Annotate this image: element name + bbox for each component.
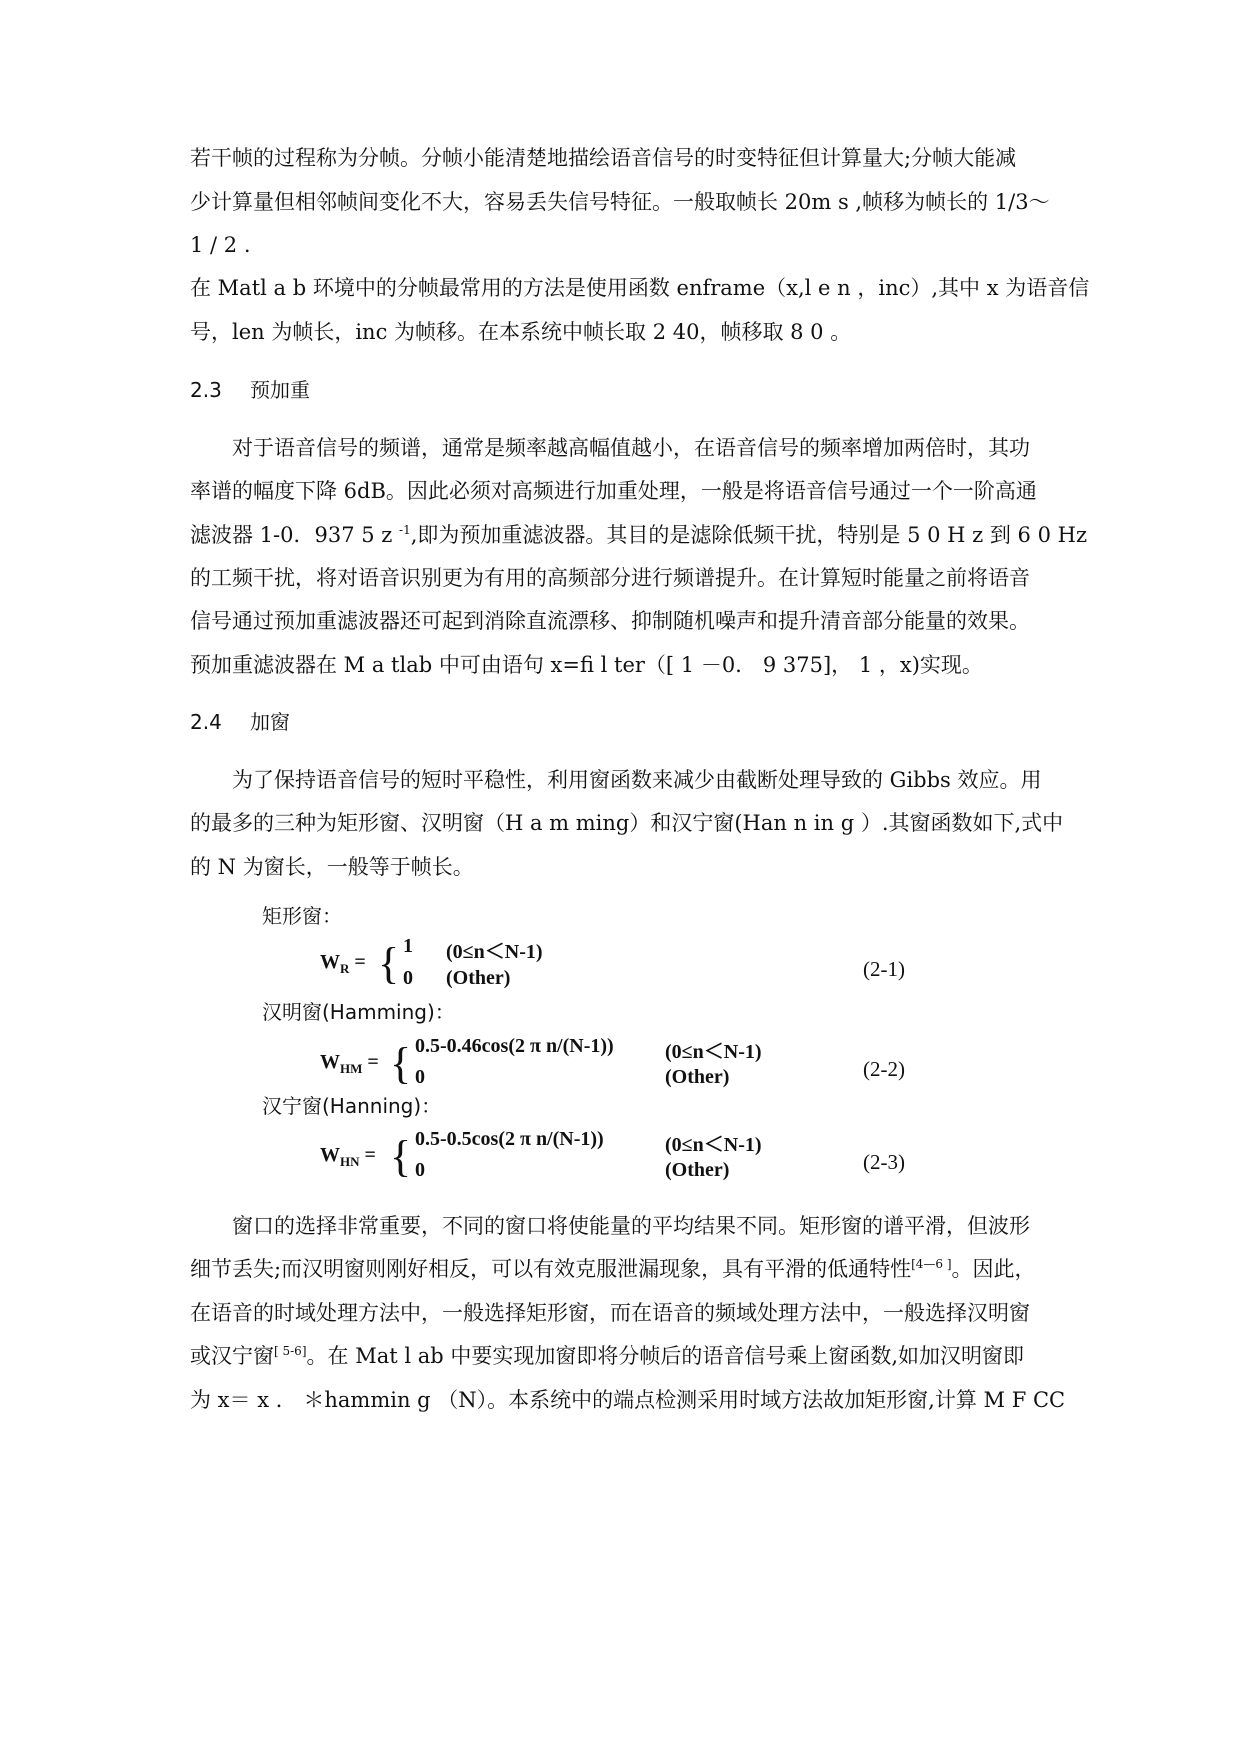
body-text-line: 在 Matl a b 环境中的分帧最常用的方法是使用函数 enframe（x,l e n ，inc）,其中 x 为语音信	[190, 276, 1090, 300]
text-segment: 或汉宁窗	[190, 1344, 274, 1368]
section-number: 2.3	[190, 378, 222, 402]
equation-number: (2-3)	[863, 1150, 905, 1174]
body-text-line: 的 N 为窗长，一般等于帧长。	[190, 855, 474, 879]
formula-lhs: $W_{HN}$ =	[320, 1144, 376, 1169]
case-condition: (Other)	[446, 967, 511, 989]
case-value: 0	[415, 1159, 425, 1181]
body-text-line: 少计算量但相邻帧间变化不大，容易丢失信号特征。一般取帧长 20m s ,帧移为帧长的 1/3～	[190, 190, 1050, 214]
body-text-line: 信号通过预加重滤波器还可起到消除直流漂移、抑制随机噪声和提升清音部分能量的效果。	[190, 609, 1030, 633]
body-text-line: 为 x＝ x ． ＊hammin g （N）。本系统中的端点检测采用时域方法故加矩形窗,计算 M F CC	[190, 1388, 1066, 1412]
formula-hanning	[320, 1128, 880, 1188]
body-text-line	[190, 1341, 1060, 1371]
case-condition: (Other)	[665, 1066, 730, 1088]
case-condition: (Other)	[665, 1159, 730, 1181]
case-value: 1	[403, 935, 413, 957]
section-number: 2.4	[190, 710, 222, 734]
body-text-line: 率谱的幅度下降 6dB。因此必须对高频进行加重处理，一般是将语音信号通过一个一阶高通	[190, 479, 1037, 503]
section-title: 加窗	[250, 710, 290, 734]
body-text-line: 对于语音信号的频谱，通常是频率越高幅值越小，在语音信号的频率增加两倍时，其功	[232, 436, 1030, 460]
body-text-line: 为了保持语音信号的短时平稳性，利用窗函数来减少由截断处理导致的 Gibbs 效应。用	[232, 768, 1042, 792]
case-condition: (0≤n＜N-1)	[446, 941, 543, 963]
formula-label-rect: 矩形窗：	[262, 904, 342, 928]
case-condition: (0≤n＜N-1)	[665, 1041, 762, 1063]
body-text-line: 的最多的三种为矩形窗、汉明窗（H a m ming）和汉宁窗(Han n in g ）.其窗函数如下,式中	[190, 811, 1064, 835]
body-text-line: 若干帧的过程称为分帧。分帧小能清楚地描绘语音信号的时变特征但计算量大;分帧大能减	[190, 146, 1017, 170]
case-value: 0	[415, 1066, 425, 1088]
body-text-line	[190, 1254, 1060, 1284]
formula-lhs: $W_R$ =	[320, 951, 366, 976]
case-condition: (0≤n＜N-1)	[665, 1134, 762, 1156]
brace-symbol: {	[378, 939, 400, 988]
brace-symbol: {	[390, 1039, 412, 1088]
section-title: 预加重	[250, 378, 310, 402]
formula-hamming	[320, 1035, 880, 1095]
formula-rect	[320, 935, 880, 995]
body-text-line: 窗口的选择非常重要，不同的窗口将使能量的平均结果不同。矩形窗的谱平滑，但波形	[232, 1214, 1030, 1238]
text-segment: 细节丢失;而汉明窗则刚好相反，可以有效克服泄漏现象，具有平滑的低通特性	[190, 1257, 912, 1281]
body-text-line: 在语音的时域处理方法中，一般选择矩形窗，而在语音的频域处理方法中，一般选择汉明窗	[190, 1301, 1030, 1325]
citation-superscript: [4—6 ]	[911, 1257, 952, 1271]
body-text-line: 的工频干扰，将对语音识别更为有用的高频部分进行频谱提升。在计算短时能量之前将语音	[190, 566, 1030, 590]
section-heading-2-4	[190, 707, 290, 737]
body-text-line	[190, 520, 1088, 550]
text-segment: 滤波器 1-0．937 5 z	[190, 523, 400, 547]
brace-symbol: {	[390, 1132, 412, 1181]
text-segment: 。在 Mat l ab 中要实现加窗即将分帧后的语音信号乘上窗函数,如加汉明窗即	[306, 1344, 1025, 1368]
section-heading-2-3	[190, 375, 310, 405]
text-segment: ,即为预加重滤波器。其目的是滤除低频干扰，特别是 5 0 H z 到 6 0 Hz	[410, 523, 1088, 547]
formula-label-hamming: 汉明窗(Hamming)：	[262, 1000, 455, 1024]
body-text-line: 预加重滤波器在 M a tlab 中可由语句 x=fi l ter（[ 1 －0． 9 375]， 1 ，x)实现。	[190, 653, 983, 677]
formula-label-hanning: 汉宁窗(Hanning)：	[262, 1094, 442, 1118]
case-value: 0.5-0.46cos(2 π n/(N-1))	[415, 1035, 614, 1057]
formula-lhs: $W_{HM}$ =	[320, 1051, 379, 1076]
citation-superscript: [ 5-6]	[274, 1344, 307, 1358]
body-text-line: 1 / 2 .	[190, 233, 251, 257]
equation-number: (2-1)	[863, 957, 905, 981]
superscript: -1	[399, 523, 411, 537]
case-value: 0.5-0.5cos(2 π n/(N-1))	[415, 1128, 604, 1150]
body-text-line: 号，len 为帧长，inc 为帧移。在本系统中帧长取 2 40，帧移取 8 0 。	[190, 320, 852, 344]
case-value: 0	[403, 967, 413, 989]
text-segment: 。因此，	[951, 1257, 1036, 1281]
equation-number: (2-2)	[863, 1057, 905, 1081]
